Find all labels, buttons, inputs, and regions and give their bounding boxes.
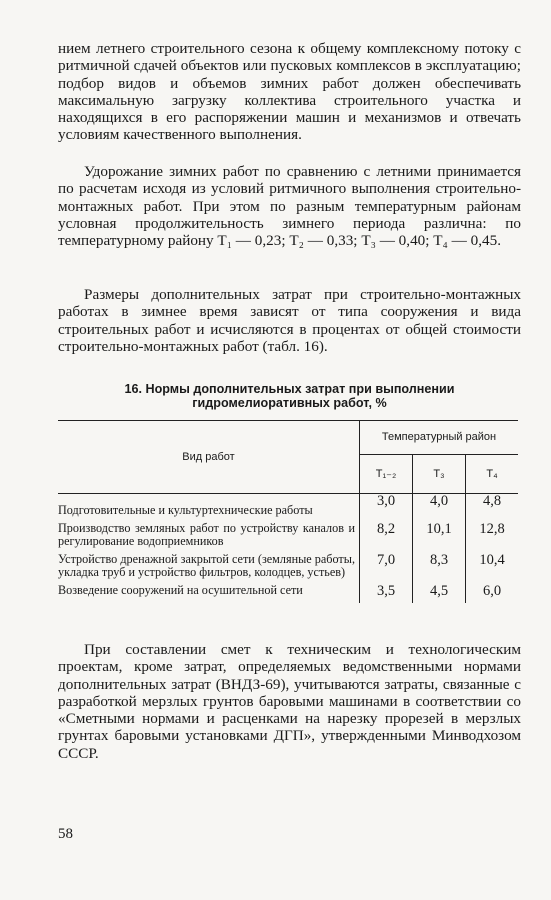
row-work-name: Устройство дренажной закрытой сети (земляные работы, укладка труб и устройство фильтров, колодцев, устьев): [58, 552, 355, 579]
column-header-t12: Т₁₋₂: [360, 455, 413, 494]
paragraph-4: При составлении смет к техническим и технологическим проектам, кроме затрат, определяемых ведомственными нормами дополнительных затрат (ВНДЗ-69), учитываются затраты, связанные с разработкой мерзлых грунтов баровыми машинами в соответствии со «Сметными нормами и расценками на нарезку прорезей в мерзлых грунтах баровыми установками ДГП», утвержденными Минводхозом СССР.: [58, 641, 521, 762]
column-group-temperature-zone: Температурный район: [360, 421, 519, 455]
page-content: [58, 40, 521, 762]
paragraph-1: нием летнего строительного сезона к общему комплексному потоку с ритмичной сдачей объектов или пусковых комплексов в эксплуатацию; подбор видов и объемов зимних работ должен обеспечивать максимальную загрузку коллектива строительного участка и находящихся в его распоряжении машин и механизмов и отвечать условиям качественного выполнения.: [58, 40, 521, 144]
table-row: [58, 553, 518, 584]
row-work-name: Подготовительные и культуртехнические работы: [58, 503, 313, 517]
table-title: 16. Нормы дополнительных затрат при выполнении гидромелиоративных работ, %: [124, 382, 455, 410]
row-value-t12: 7,0: [360, 553, 413, 584]
row-value-t3: 10,1: [413, 522, 466, 553]
row-value-t4: 6,0: [466, 584, 519, 603]
row-value-t4: 12,8: [466, 522, 519, 553]
row-value-t12: 3,5: [360, 584, 413, 603]
row-value-t3: 8,3: [413, 553, 466, 584]
row-value-t3: 4,0: [413, 494, 466, 523]
table-row: [58, 522, 518, 553]
column-header-t3: Т₃: [413, 455, 466, 494]
row-value-t4: 4,8: [466, 494, 519, 523]
page-number: 58: [58, 826, 73, 842]
column-header-t4: Т₄: [466, 455, 519, 494]
paragraph-2: Удорожание зимних работ по сравнению с летними принимается по расчетам исходя из условий ритмичного выполнения строительно-монтажных работ. При этом по разным температурным районам условная продолжительность зимнего периода различна: по температурному району Т₁ — 0,23; Т₂ — 0,33; Т₃ — 0,40; Т₄ — 0,45.: [58, 163, 521, 250]
row-value-t12: 8,2: [360, 522, 413, 553]
table-row: [58, 494, 518, 523]
row-value-t4: 10,4: [466, 553, 519, 584]
row-value-t3: 4,5: [413, 584, 466, 603]
row-work-name: Производство земляных работ по устройству каналов и регулирование водоприемников: [58, 521, 355, 548]
paragraph-3: Размеры дополнительных затрат при строительно-монтажных работах в зимнее время зависят от типа сооружения и вида строительных работ и исчисляются в процентах от общей стоимости строительно-монтажных работ (табл. 16).: [58, 286, 521, 355]
column-header-work-type: Вид работ: [58, 421, 360, 494]
norms-table: [58, 420, 518, 603]
row-work-name: Возведение сооружений на осушительной сети: [58, 583, 303, 597]
table-row: [58, 584, 518, 603]
row-value-t12: 3,0: [360, 494, 413, 523]
